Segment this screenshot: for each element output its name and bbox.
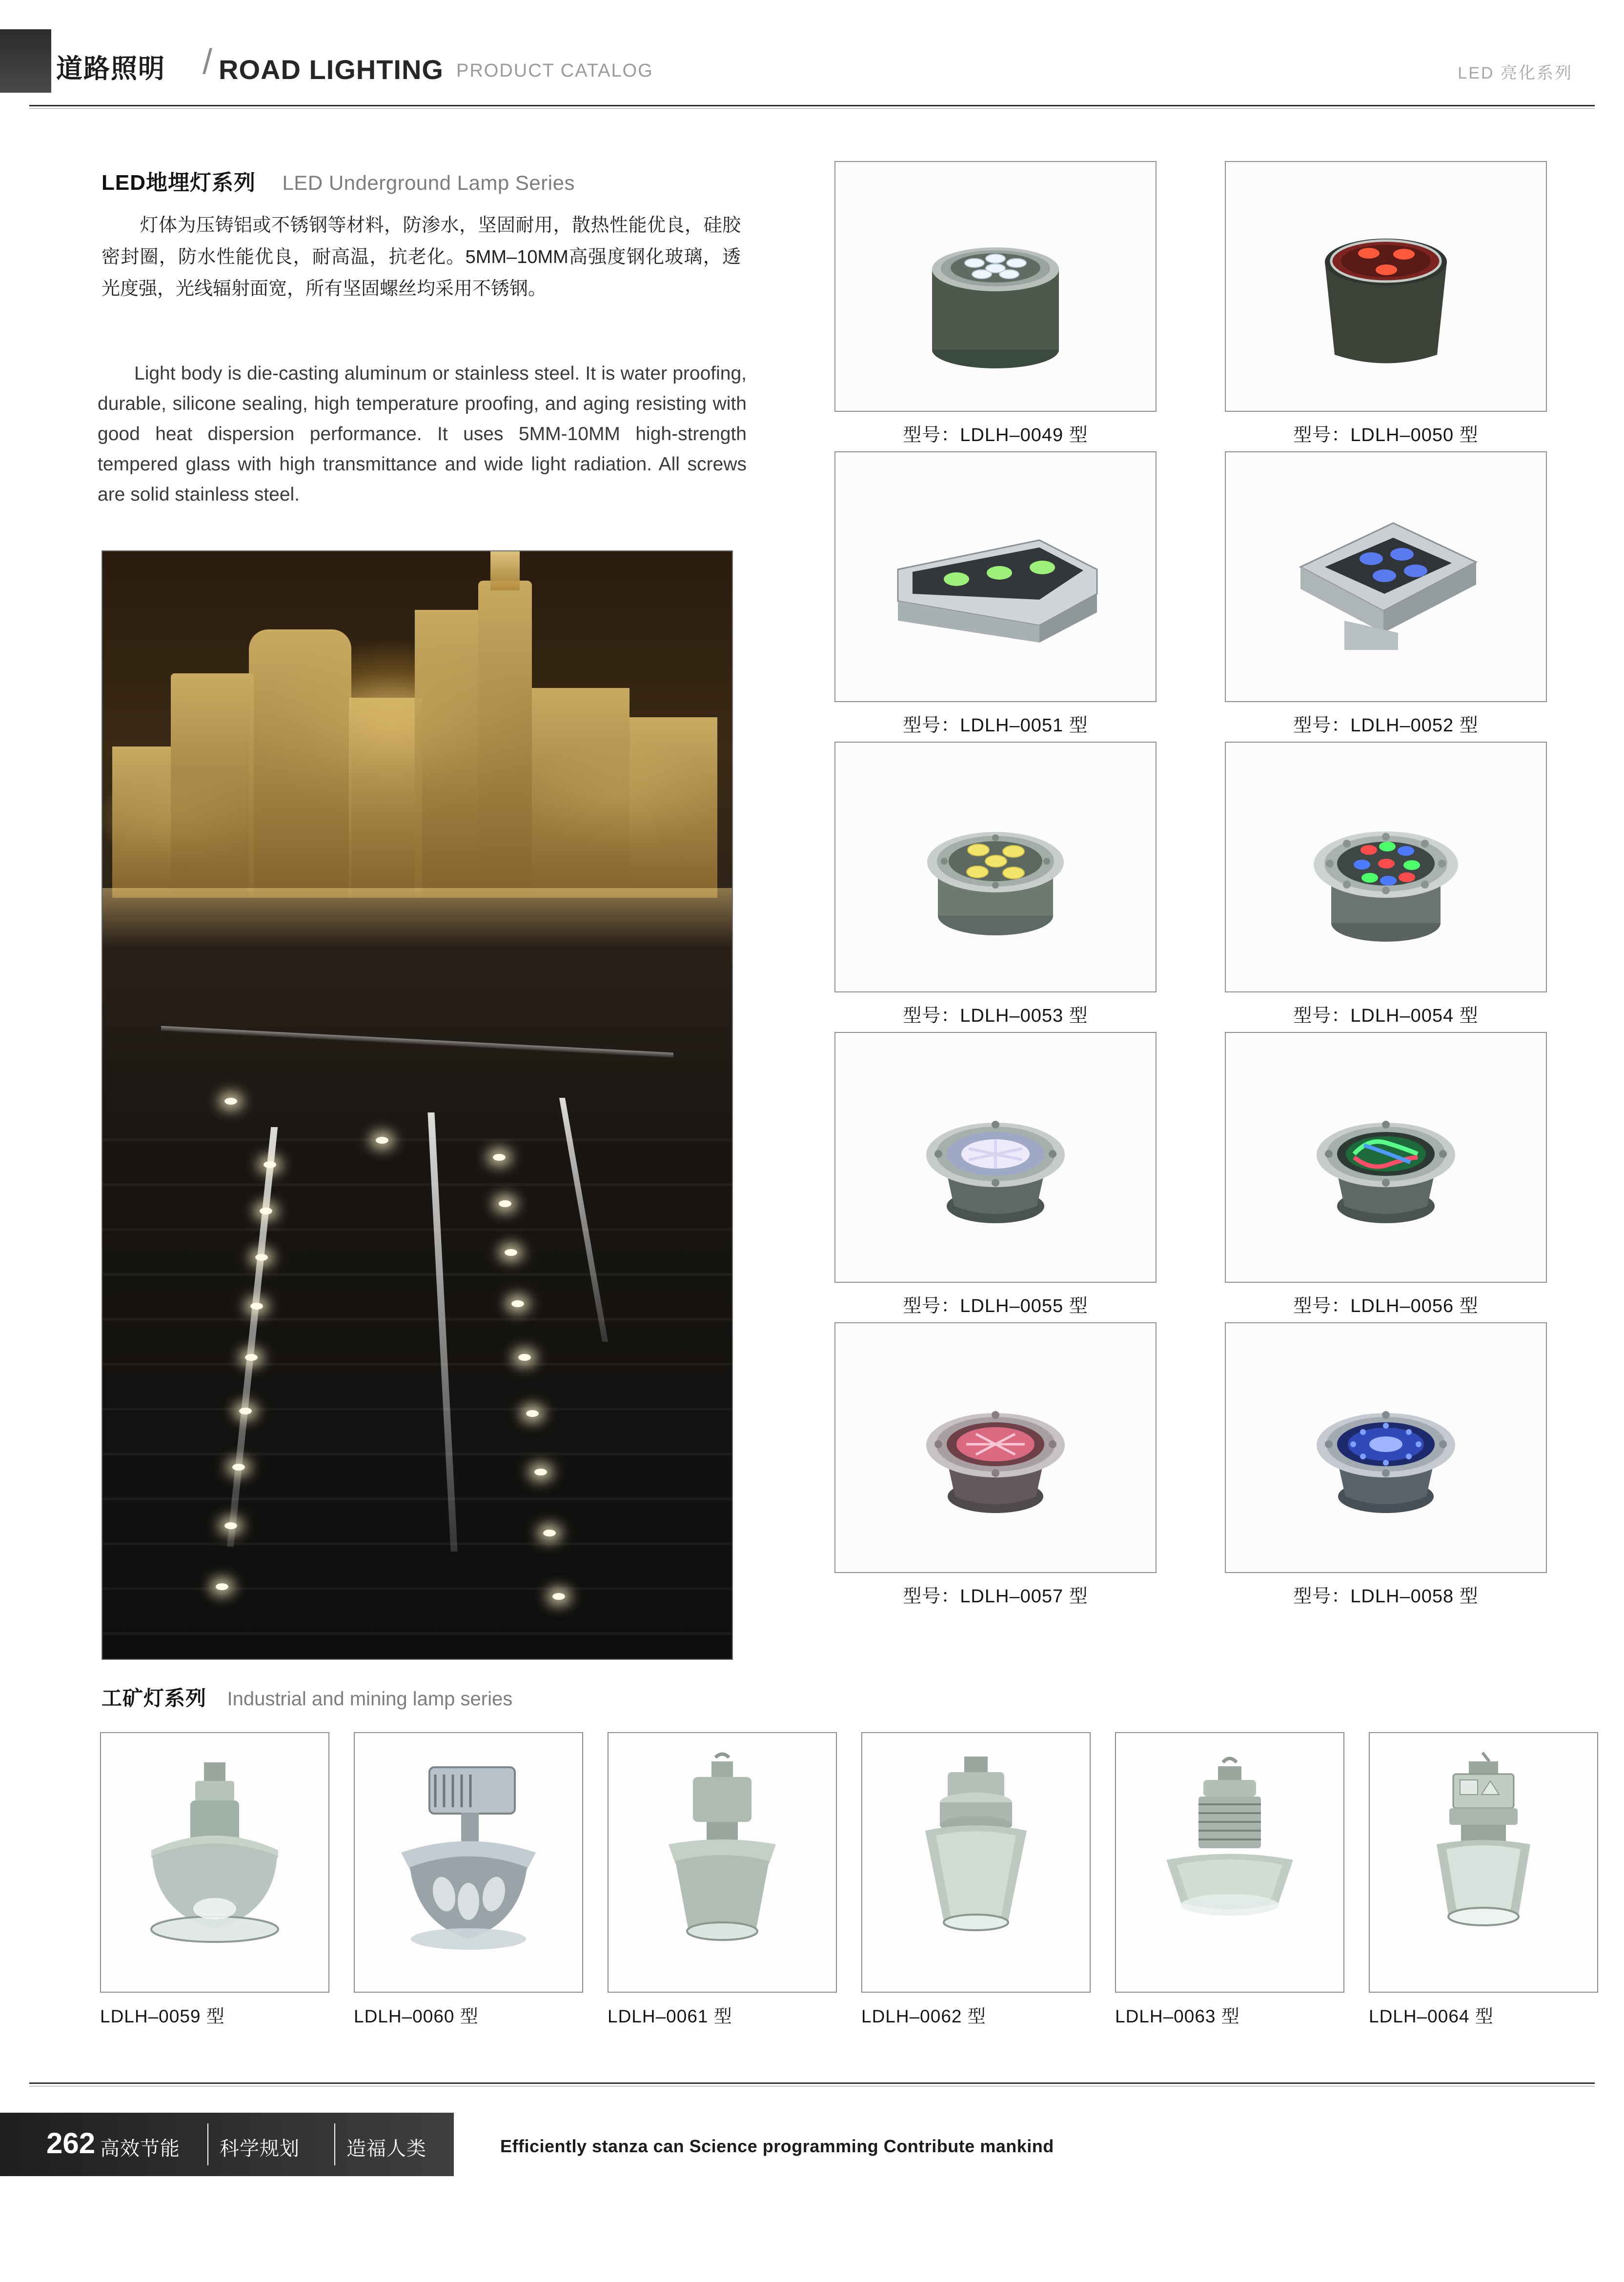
product-image-ldlh-0056 — [1225, 1032, 1547, 1283]
product-caption: LDLH–0059 型 — [100, 2006, 225, 2026]
product-card-ldlh-0053[interactable] — [834, 742, 1157, 1027]
product-image-ldlh-0061 — [608, 1732, 837, 1993]
product-card-ldlh-0061[interactable] — [608, 1732, 837, 2028]
product-image-ldlh-0057 — [834, 1322, 1157, 1573]
product-image-ldlh-0063 — [1115, 1732, 1344, 1993]
product-caption: 型号：LDLH–0051 型 — [903, 715, 1088, 736]
product-card-ldlh-0058[interactable] — [1225, 1322, 1547, 1608]
footer-slogan-cn-1: 高效节能 — [100, 2138, 180, 2160]
product-image-ldlh-0052 — [1225, 451, 1547, 702]
page-number: 262 — [46, 2127, 96, 2160]
underground-section-title — [102, 165, 575, 196]
product-card-ldlh-0059[interactable] — [100, 1732, 329, 2028]
product-caption: 型号：LDLH–0049 型 — [903, 425, 1088, 445]
product-card-ldlh-0060[interactable] — [354, 1732, 583, 2028]
product-image-ldlh-0054 — [1225, 742, 1547, 992]
header-rule — [29, 105, 1595, 106]
product-card-ldlh-0062[interactable] — [861, 1732, 1091, 2028]
product-caption: 型号：LDLH–0052 型 — [1293, 715, 1479, 736]
header-dark-bar — [0, 29, 51, 93]
product-card-ldlh-0064[interactable] — [1369, 1732, 1598, 2028]
underground-paragraph-en — [98, 359, 747, 510]
product-caption: 型号：LDLH–0056 型 — [1293, 1296, 1479, 1316]
footer-slogan-cn-2: 科学规划 — [220, 2138, 300, 2160]
product-image-ldlh-0051 — [834, 451, 1157, 702]
product-card-ldlh-0063[interactable] — [1115, 1732, 1344, 2028]
header-subtitle-en: PRODUCT CATALOG — [456, 61, 653, 81]
product-card-ldlh-0050[interactable] — [1225, 161, 1547, 446]
header-title-cn: 道路照明 — [56, 54, 165, 83]
product-image-ldlh-0064 — [1369, 1732, 1598, 1993]
footer-slogan-cn-3: 造福人类 — [346, 2138, 426, 2160]
footer-separator-2 — [334, 2123, 335, 2165]
product-caption: 型号：LDLH–0055 型 — [903, 1296, 1088, 1316]
product-image-ldlh-0053 — [834, 742, 1157, 992]
product-caption: LDLH–0062 型 — [861, 2006, 986, 2026]
product-image-ldlh-0060 — [354, 1732, 583, 1993]
footer-slogan-en: Efficiently stanza can Science programming Contribute mankind — [500, 2136, 1054, 2156]
product-card-ldlh-0054[interactable] — [1225, 742, 1547, 1027]
industrial-title-cn: 工矿灯系列 — [102, 1687, 207, 1710]
product-caption: 型号：LDLH–0054 型 — [1293, 1006, 1479, 1026]
footer-separator-1 — [207, 2123, 208, 2165]
footer-rule — [29, 2082, 1595, 2084]
header-slash: / — [203, 42, 213, 81]
product-caption: LDLH–0061 型 — [608, 2006, 732, 2026]
header-title-en: ROAD LIGHTING — [219, 54, 444, 85]
product-image-ldlh-0050 — [1225, 161, 1547, 412]
underground-title-en: LED Underground Lamp Series — [282, 171, 575, 194]
page-header — [0, 0, 1624, 122]
product-card-ldlh-0056[interactable] — [1225, 1032, 1547, 1317]
product-image-ldlh-0055 — [834, 1032, 1157, 1283]
product-card-ldlh-0057[interactable] — [834, 1322, 1157, 1608]
product-caption: LDLH–0063 型 — [1115, 2006, 1240, 2026]
header-rule-thin — [29, 108, 1595, 109]
product-caption: LDLH–0060 型 — [354, 2006, 479, 2026]
product-image-ldlh-0049 — [834, 161, 1157, 412]
product-caption: 型号：LDLH–0053 型 — [903, 1006, 1088, 1026]
product-card-ldlh-0049[interactable] — [834, 161, 1157, 446]
underground-title-cn: LED地埋灯系列 — [102, 171, 256, 195]
industrial-title-en: Industrial and mining lamp series — [227, 1688, 513, 1710]
product-caption: LDLH–0064 型 — [1369, 2006, 1494, 2026]
industrial-section-title — [102, 1682, 512, 1712]
product-image-ldlh-0059 — [100, 1732, 329, 1993]
product-caption: 型号：LDLH–0050 型 — [1293, 425, 1479, 445]
product-image-ldlh-0062 — [861, 1732, 1091, 1993]
product-card-ldlh-0051[interactable] — [834, 451, 1157, 737]
header-series-label: LED 亮化系列 — [1458, 64, 1573, 82]
product-image-ldlh-0058 — [1225, 1322, 1547, 1573]
night-scene-photo — [102, 550, 733, 1660]
product-caption: 型号：LDLH–0057 型 — [903, 1586, 1088, 1607]
product-card-ldlh-0055[interactable] — [834, 1032, 1157, 1317]
product-caption: 型号：LDLH–0058 型 — [1293, 1586, 1479, 1607]
underground-paragraph-cn — [102, 210, 741, 305]
underground-paragraph-cn-text: 灯体为压铸铝或不锈钢等材料，防渗水，坚固耐用，散热性能优良，硅胶密封圈，防水性能优良，耐高温，抗老化。5MM–10MM高强度钢化玻璃，透光度强，光线辐射面宽，所有坚固螺丝均采用不锈钢。 — [102, 215, 741, 299]
underground-paragraph-en-text: Light body is die-casting aluminum or stainless steel. It is water proofing, durable, silicone sealing, high temperature proofing, and aging resisting with good heat dispersion performance. It uses 5MM-10MM high-strength tempered glass with high transmittance and wide light radiation. All screws are solid stainless steel. — [98, 363, 747, 505]
product-card-ldlh-0052[interactable] — [1225, 451, 1547, 737]
